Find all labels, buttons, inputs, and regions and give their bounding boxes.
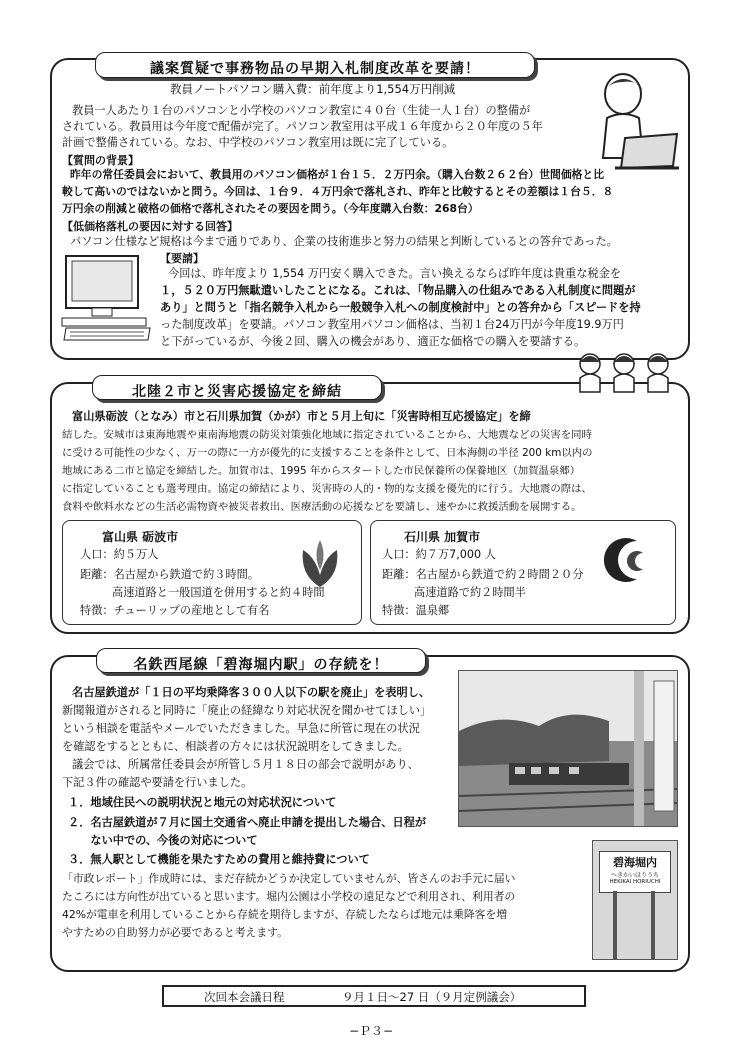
s1-para-2: されている。教員用は今年度で配備が完了。パソコン教室用は平成１６年度から２０年度の５年 <box>62 120 543 133</box>
computer-illustration <box>60 252 155 347</box>
kaga-name: 石川県 加賀市 <box>404 530 481 544</box>
question-line-2: 較して高いのではないかと問う。今回は、１台９．４万円余で落札され、昨年と比較するとその差額は１台５．８ <box>62 185 614 198</box>
next-session-box <box>162 985 586 1007</box>
section-station-title: 名鉄西尾線「碧海堀内駅」の存続を！ <box>96 648 426 673</box>
page-number: −Ｐ３− <box>348 1024 394 1038</box>
answer-heading: 【低価格落札の要因に対する回答】 <box>62 220 238 233</box>
station-sign-name: 碧海堀内 <box>613 856 657 869</box>
tonami-population: 人口：約５万人 <box>80 548 159 561</box>
s3-list-2: ２．名古屋鉄道が７月に国土交通省へ廃止申請を提出した場合、日程が <box>68 816 427 829</box>
s3-conclusion-1: 「市政レポート」作成時には、まだ存続かどうか決定していませんが、皆さんのお手元に届い <box>62 872 516 885</box>
next-session-date: ９月１日〜27 日（９月定例議会） <box>342 990 522 1004</box>
station-sign-romaji: HEKIKAI HORIUCHI <box>609 879 661 885</box>
s3-para-3: という相談を電話やメールでいただきました。早急に所管に現在の状況 <box>62 722 420 735</box>
s2-para-3: に受ける可能性の少なく、万一の際に一方が優先的に支援することを条件として、日本海側の半径 200 km以内の <box>62 447 593 459</box>
kaga-distance-2: 高速道路で約２時間半 <box>414 586 526 599</box>
section-bidding-title: 議案質疑で事務物品の早期入札制度改革を要請！ <box>95 52 535 78</box>
kaga-population: 人口：約７万7,000 人 <box>382 548 496 561</box>
s3-para-6: 下記３件の確認や要請を行いました。 <box>62 776 253 789</box>
tonami-distance-2: 高速道路と一般国道を併用すると約４時間 <box>112 586 325 599</box>
s2-para-4: 地域にある二市と協定を締結した。加賀市は、1995 年からスタートした市民保養所の保養地区（加賀温泉郷） <box>62 465 581 477</box>
request-line-5: と下がっているが、今後２回、購入の機会があり、適正な価格での購入を要請する。 <box>160 335 586 348</box>
three-children-illustration <box>574 352 674 400</box>
station-sign-kana: へきかいほりうち <box>610 872 659 879</box>
s3-list-1: １．地域住民への説明状況と地元の対応状況について <box>68 796 337 809</box>
s2-para-1: 富山県砺波（となみ）市と石川県加賀（かが）市と５月上旬に「災害時相互応援協定」を締 <box>72 410 531 423</box>
s3-para-2: 新聞報道がされると同時に「廃止の経緯なり対応状況を聞かせてほしい」 <box>62 704 432 717</box>
tonami-distance-1: 距離：名古屋から鉄道で約３時間。 <box>80 568 260 581</box>
s3-conclusion-3: 42%が電車を利用していることから存続を期待しますが、存続したならば地元は乗降客を増 <box>62 908 508 921</box>
s3-list-4: ３．無人駅として機能を果たすための費用と維持費について <box>68 853 370 866</box>
tonami-feature: 特徴：チューリップの産地として有名 <box>80 604 270 617</box>
tonami-name: 富山県 砺波市 <box>102 530 179 544</box>
s1-para-1: 教員一人あたり１台のパソコンと小学校のパソコン教室に４０台（生徒一人１台）の整備が <box>72 104 531 117</box>
s2-para-6: 食料や飲料水などの生活必需物資や被災者救出、医療活動の応援などを要請し、速やかに救援活動を展開する。 <box>62 501 582 513</box>
s3-para-1: 名古屋鉄道が「１日の平均乗降客３００人以下の駅を廃止」を表明し、 <box>72 686 431 699</box>
s1-para-3: 計画で整備されている。なお、中学校のパソコン教室用は既に完了している。 <box>62 136 454 149</box>
kaga-city-logo <box>597 535 661 585</box>
question-line-3: 万円余の削減と破格の価格で落札されたその要因を問う。（今年度購入台数：268台） <box>62 202 479 215</box>
s3-list-3: ない中での、今後の対応について <box>68 834 258 847</box>
s3-para-4: を確認をするとともに、相談者の方々には状況説明をしてきました。 <box>62 740 409 753</box>
woman-laptop-illustration <box>585 68 680 178</box>
s2-para-2: 結した。安城市は東海地震や東南海地震の防災対策強化地域に指定されていることから、大地震などの災害を同時 <box>62 429 592 441</box>
question-heading: 【質問の背景】 <box>62 154 139 167</box>
s2-para-5: に指定していることも選考理由。協定の締結により、災害時の人的・物的な支援を優先的に行う。大地震の際は、 <box>62 483 592 495</box>
kaga-feature: 特徴：温泉郷 <box>382 604 450 617</box>
section-bidding-subtitle: 教員ノートパソコン購入費：前年度より1,554万円削減 <box>170 82 456 96</box>
tonami-city-logo <box>295 535 345 590</box>
train-photo <box>458 670 678 827</box>
station-sign-post <box>613 891 617 959</box>
kaga-distance-1: 距離：名古屋から鉄道で約２時間２０分 <box>382 568 584 581</box>
request-line-1: 今回は、昨年度より 1,554 万円安く購入できた。言い換えるならば昨年度は貴重な税金を <box>168 267 622 280</box>
request-line-2: １，５２０万円無駄遣いしたことになる。これは、「物品購入の仕組みである入札制度に問題が <box>160 284 636 297</box>
answer-text: パソコン仕様など規格は今まで通りであり、企業の技術進歩と努力の結果と判断しているとの答弁であった。 <box>70 235 618 248</box>
question-line-1: 昨年の常任委員会において、教員用のパソコン価格が１台１５．２万円余。（購入台数２６２台）世間価格と比 <box>70 168 605 181</box>
next-session-label: 次回本会議日程 <box>204 990 285 1004</box>
request-line-3: あり」と問うと「指名競争入札から一般競争入札への制度検討中」との答弁から「スピードを持 <box>160 301 641 314</box>
request-heading: 【要請】 <box>160 252 204 265</box>
request-line-4: った制度改革」を要請。パソコン教室用パソコン価格は、当初１台24万円が今年度19.9万円 <box>160 318 624 331</box>
station-sign-post <box>651 891 655 959</box>
station-sign-photo <box>592 840 678 960</box>
station-sign-board <box>599 851 671 893</box>
section-disaster-title: 北陸２市と災害応援協定を締結 <box>92 375 382 400</box>
s3-para-5: 議会では、所属常任委員会が所管し５月１８日の部会で説明があり、 <box>72 758 419 771</box>
s3-conclusion-4: やすための自助努力が必要であると考えます。 <box>62 926 288 939</box>
s3-conclusion-2: たころには方向性が出ていると思います。堀内公園は小学校の遠足などで利用され、利用者の <box>62 890 516 903</box>
